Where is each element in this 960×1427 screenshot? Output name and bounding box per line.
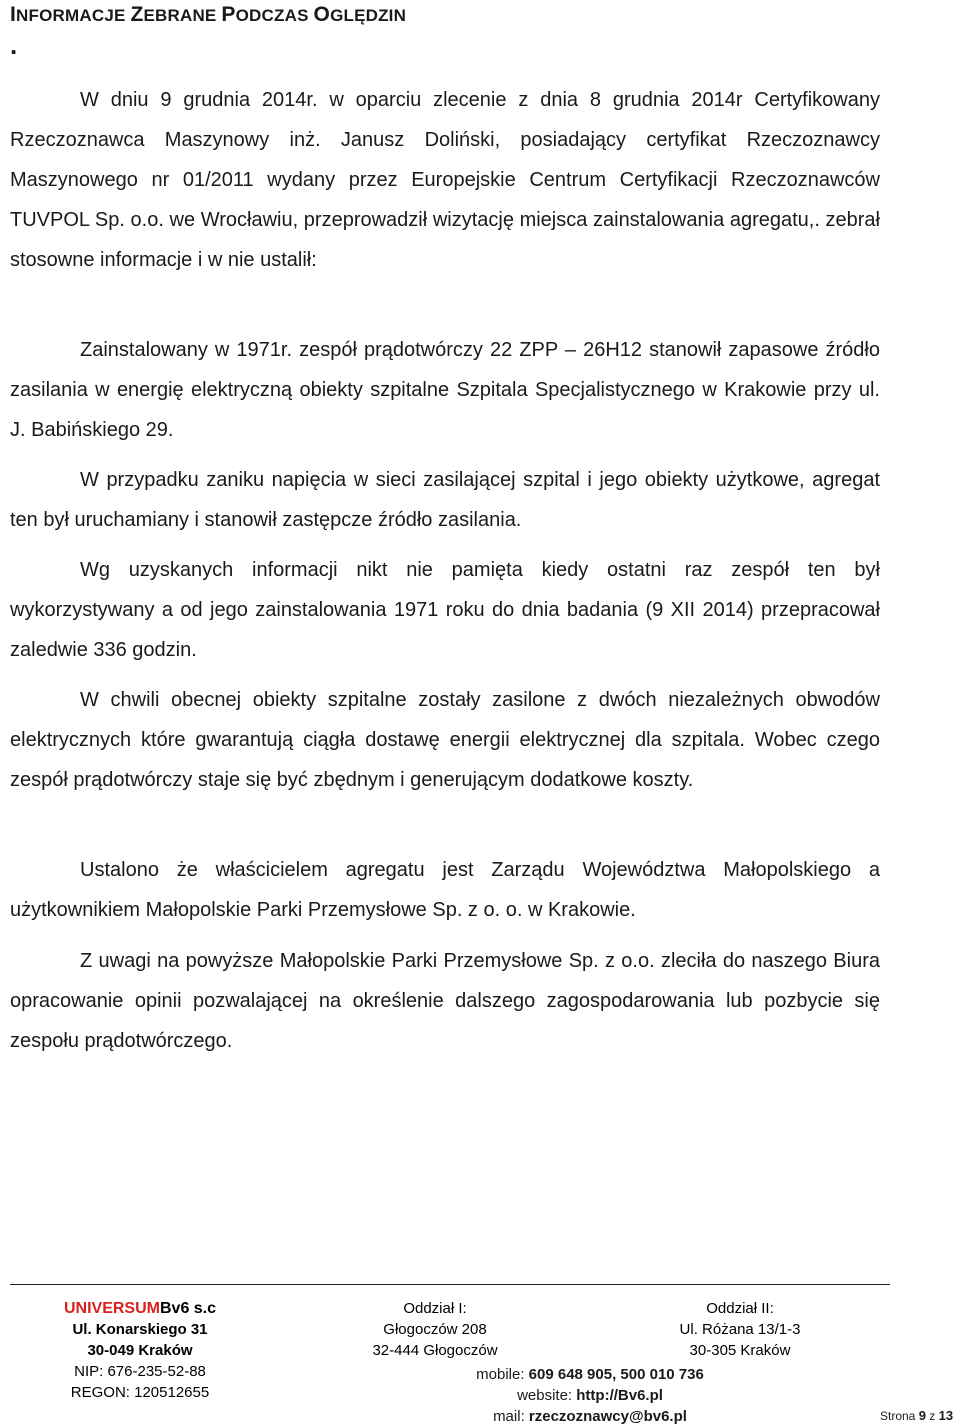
branch1-street: Głogoczów 208: [383, 1321, 487, 1338]
footer-branch-2: [640, 1298, 840, 1361]
footer-contact: [420, 1364, 760, 1427]
branch2-label: Oddział II:: [706, 1300, 774, 1317]
footer-company: [40, 1298, 240, 1403]
footer-divider: [10, 1284, 890, 1285]
company-street: Ul. Konarskiego 31: [72, 1321, 208, 1338]
page-number: Strona 9 z 13: [880, 1408, 954, 1423]
branch2-street: Ul. Różana 13/1-3: [679, 1321, 801, 1338]
paragraph-installation: Zainstalowany w 1971r. zespół prądotwórczy 22 ZPP – 26H12 stanowił zapasowe źródło zasilania w energię elektryczną obiekty szpitalne Szpitala Specjalistycznego w Krakowie przy ul. J. Babińskiego 29.: [10, 339, 880, 441]
company-logo-text: UNIVERSUMBv6 s.c: [63, 1300, 217, 1317]
paragraph-inspection: W dniu 9 grudnia 2014r. w oparciu zlecenie z dnia 8 grudnia 2014r Certyfikowany Rzeczoznawca Maszynowy inż. Janusz Doliński, posiadający certyfikat Rzeczoznawcy Maszynowego nr 01/2011 wydany przez Europejskie Centrum Certyfikacji Rzeczoznawców TUVPOL Sp. o.o. we Wrocławiu, przeprowadził wizytację miejsca zainstalowania agregatu,. zebrał stosowne informacje i w nie ustalił:: [10, 89, 880, 271]
paragraph-usage-hours: Wg uzyskanych informacji nikt nie pamięta kiedy ostatni raz zespół ten był wykorzystywany a od jego zainstalowania 1971 roku do dnia badania (9 XII 2014) przepracował zaledwie 336 godzin.: [10, 559, 880, 661]
contact-mail[interactable]: mail: rzeczoznawcy@bv6.pl: [493, 1408, 687, 1425]
footer-branch-1: [340, 1298, 530, 1361]
paragraph-current-state: W chwili obecnej obiekty szpitalne zostały zasilone z dwóch niezależnych obwodów elektrycznych które gwarantują ciągła dostawę energii elektrycznej dla szpitala. Wobec czego zespół prądotwórczy staje się być zbędnym i generującym dodatkowe koszty.: [10, 689, 880, 791]
contact-website[interactable]: website: http://Bv6.pl: [517, 1387, 663, 1404]
company-regon: REGON: 120512655: [70, 1384, 210, 1401]
contact-mobile: mobile: 609 648 905, 500 010 736: [476, 1366, 704, 1383]
company-nip: NIP: 676-235-52-88: [74, 1363, 206, 1380]
branch1-label: Oddział I:: [403, 1300, 467, 1317]
branch1-city: 32-444 Głogoczów: [372, 1342, 498, 1359]
page-title: INFORMACJE ZEBRANE PODCZAS OGLĘDZIN: [10, 3, 407, 26]
branch2-city: 30-305 Kraków: [689, 1342, 791, 1359]
paragraph-commission: Z uwagi na powyższe Małopolskie Parki Przemysłowe Sp. z o.o. zleciła do naszego Biura opracowanie opinii pozwalającej na określenie dalszego zagospodarowania lub pozbycie się zespołu prądotwórczego.: [10, 950, 880, 1052]
paragraph-ownership: Ustalono że właścicielem agregatu jest Zarządu Województwa Małopolskiego a użytkownikiem Małopolskie Parki Przemysłowe Sp. z o. o. w Krakowie.: [10, 859, 880, 921]
paragraph-power-failure: W przypadku zaniku napięcia w sieci zasilającej szpital i jego obiekty użytkowe, agregat ten był uruchamiany i stanowił zastępcze źródło zasilania.: [10, 469, 880, 531]
title-dot: .: [10, 30, 18, 60]
company-city: 30-049 Kraków: [87, 1342, 193, 1359]
